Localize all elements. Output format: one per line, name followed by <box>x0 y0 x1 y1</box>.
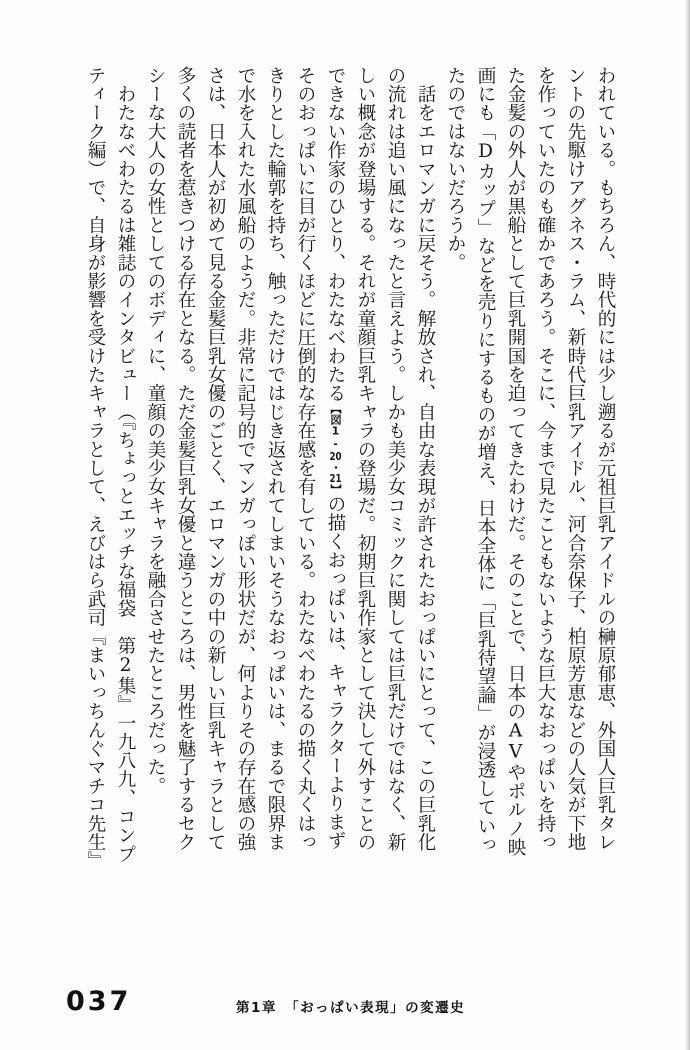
text-column: たのではないだろうか。 <box>445 66 466 272</box>
vertical-text-block <box>80 66 620 871</box>
text-column: を作っていたのも確かであろう。そこに、今まで見たこともないような巨大なおっぱいを持っ <box>535 66 556 852</box>
text-column: で水を入れた水風船のようだ。非常に記号的でマンガっぽい形状だが、何よりその存在感の強 <box>235 66 256 852</box>
text-column: きりとした輪郭を持ち、触っただけではじき返されてしまいそうなおっぱいは、まるで限界ま <box>265 66 286 852</box>
text-column: 画にも「Dカップ」などを売りにするものが増え、日本全体に「巨乳待望論」が浸透していっ <box>475 66 496 854</box>
text-segment: できない作家のひとり、わたなべわたる <box>325 66 346 403</box>
text-column: た金髪の外人が黒船として巨乳開国を迫ってきたわけだ。そのことで、日本のAVやポルノ映 <box>505 66 526 857</box>
text-column: そのおっぱいに目が行くほどに圧倒的な存在感を有している。わたなべわたるの描く丸くはっ <box>295 66 316 852</box>
text-column: 多くの読者を惹きつける存在となる。ただ金髪巨乳女優と違うところは、男性を魅了するセク <box>175 66 196 852</box>
text-column: しい概念が登場する。それが童顔巨乳キャラの登場だ。初期巨乳作家として決して外すことの <box>355 66 376 852</box>
text-column: ティーク編）で、自身が影響を受けたキャラとして、えびはら武司『まいっちんぐマチコ先生』 <box>85 66 106 871</box>
figure-number: 21 <box>329 472 342 484</box>
page-number: 037 <box>66 986 132 1017</box>
text-column: わたなべわたるは雑誌のインタビュー（『ちょっとエッチな福袋 第2集』一九八九、コンプ <box>115 66 136 864</box>
text-column: ントの先駆けアグネス・ラム、新時代巨乳アイドル、河合奈保子、柏原芳恵などの人気が下地 <box>565 66 586 852</box>
figure-reference-open: 【図1- <box>329 402 342 451</box>
text-column: 話をエロマンガに戻そう。解放され、自由な表現が許されたおっぱいにとって、この巨乳化 <box>415 66 436 852</box>
text-column: さは、日本人が初めて見る金髪巨乳女優のごとく、エロマンガの中の新しい巨乳キャラとして <box>205 66 226 852</box>
text-column: の流れは追い風になったと言えよう。しかも美少女コミックに関しては巨乳だけではなく、新 <box>385 66 406 852</box>
figure-reference <box>329 403 342 495</box>
figure-reference-close: 】 <box>329 483 342 495</box>
figure-reference-separator: ・ <box>329 461 342 473</box>
text-column: シーな大人の女性としてのボディに、童顔の美少女キャラを融合させたところだった。 <box>145 66 166 796</box>
scan-edge-shadow <box>685 0 690 1050</box>
figure-number: 20 <box>329 450 342 462</box>
text-segment: の描くおっぱいは、キャラクターよりまず <box>325 494 346 850</box>
chapter-running-head: 第1章 「おっぱい表現」の変遷史 <box>236 1000 466 1016</box>
text-column: われている。もちろん、時代的には少し遡るが元祖巨乳アイドルの榊原郁恵、外国人巨乳タレ <box>595 66 616 852</box>
text-column <box>320 66 350 868</box>
